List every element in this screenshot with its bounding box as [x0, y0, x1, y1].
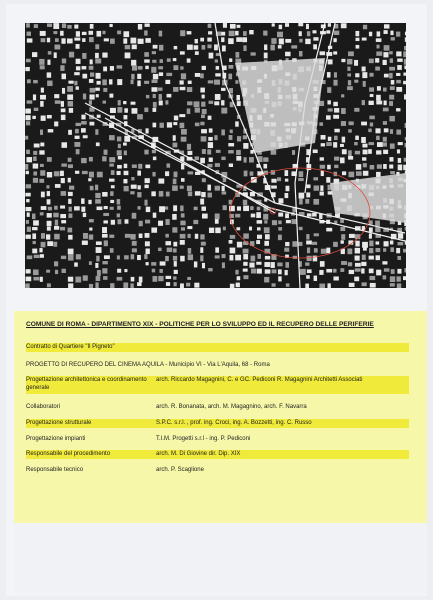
project-title: PROGETTO DI RECUPERO DEL CINEMA AQUILA - Municipio VI - Via L'Aquila, 68 - Roma — [26, 362, 270, 368]
credit-label: Progettazione architettonica e coordinamento generale — [26, 377, 147, 391]
city-map-image — [25, 23, 406, 288]
credit-value: arch. P. Scaglione — [156, 467, 204, 473]
credit-value: S.P.C. s.r.l. , prof. ing. Croci, ing. A. Bozzetti, ing. C. Russo — [156, 420, 312, 426]
contract-label: Contratto di Quartiere "Il Pigneto" — [26, 344, 115, 350]
credit-value: T.I.M. Progetti s.r.l - ing. P. Pediconi — [156, 436, 251, 442]
credit-label: Progettazione strutturale — [26, 420, 92, 426]
header-title: COMUNE DI ROMA - DIPARTIMENTO XIX - POLITICHE PER LO SVILUPPO ED IL RECUPERO DELLE PERIFERIE — [26, 321, 374, 328]
credit-value: arch. M. Di Giovine dir. Dip. XIX — [156, 451, 241, 457]
page-footer-area — [14, 523, 427, 593]
credit-label: Progettazione impianti — [26, 436, 86, 442]
credit-row — [26, 376, 409, 394]
credit-row — [26, 403, 409, 412]
credit-label: Responsabile del procedimento — [26, 451, 111, 457]
credits-panel — [14, 311, 427, 523]
credit-row — [26, 435, 409, 444]
credit-row — [26, 450, 409, 459]
credit-value: arch. R. Bonanata, arch. M. Magagnino, arch. F. Navarra — [156, 404, 307, 410]
credit-value: arch. Riccardo Magagnini, C. e GC. Pediconi R. Magagnini Architetti Associati — [156, 377, 363, 383]
contract-row — [26, 343, 409, 352]
credit-label: Responsabile tecnico — [26, 467, 84, 473]
credit-row — [26, 419, 409, 428]
credit-label: Collaboratori — [26, 404, 61, 410]
map-graphic — [25, 23, 406, 288]
credit-row — [26, 466, 409, 475]
